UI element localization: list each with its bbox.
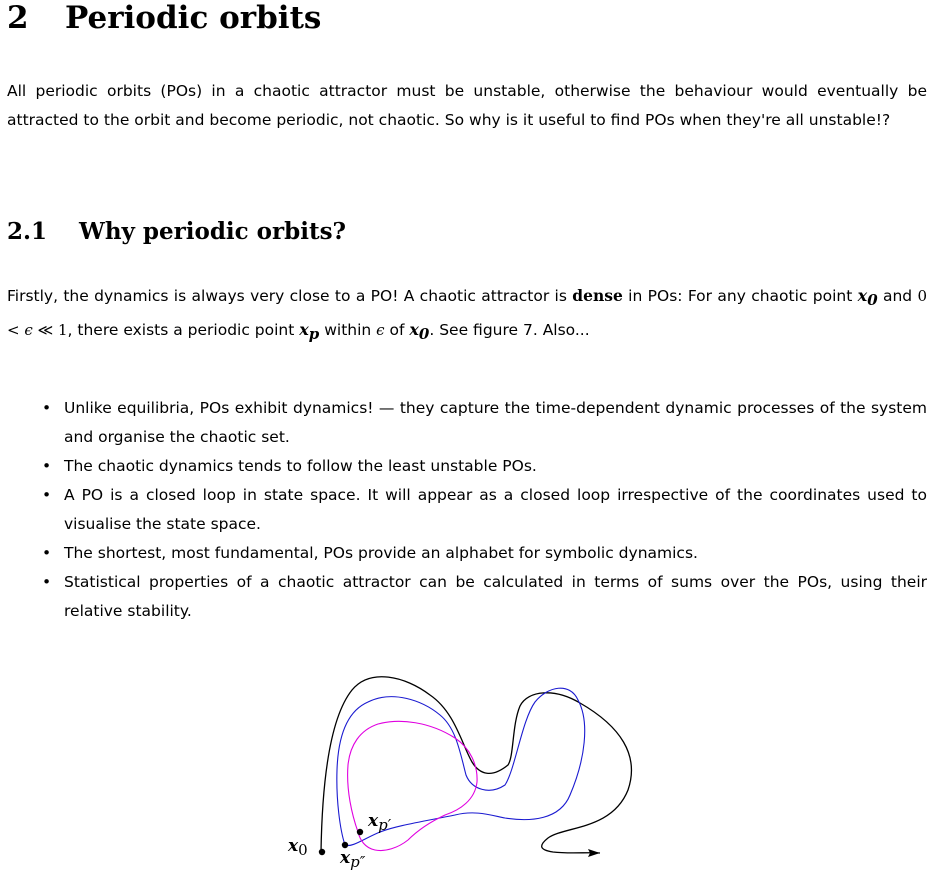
list-item: • The shortest, most fundamental, POs provide an alphabet for symbolic dynamics. <box>42 539 927 568</box>
dense-term: dense <box>572 286 623 305</box>
section-title: Periodic orbits <box>65 0 322 36</box>
math-epsilon: ϵ <box>376 321 385 340</box>
text: of <box>384 321 410 340</box>
math-x0: $x_0$ <box>857 286 878 310</box>
section-number: 2 <box>7 0 29 36</box>
label-x0: $x_0$ <box>288 836 308 860</box>
math-inequality: 0 < ϵ ≪ 1 <box>7 287 927 340</box>
text: Firstly, the dynamics is always very close to a PO! A chaotic attractor is <box>7 287 573 305</box>
subsection-title: Why periodic orbits? <box>79 218 346 245</box>
point-xp1 <box>357 829 363 835</box>
text: . See figure 7. Also... <box>429 321 590 340</box>
text: , there exists a periodic point <box>67 321 300 340</box>
list-item: • Statistical properties of a chaotic attractor can be calculated in terms of sums over the POs, using their relative stability. <box>42 568 927 626</box>
list-item: • A PO is a closed loop in state space. It will appear as a closed loop irrespective of the coordinates used to visualise the state space. <box>42 481 927 539</box>
text: within <box>319 321 377 340</box>
math-x0-2: $x_0$ <box>409 320 430 344</box>
point-x0 <box>319 849 325 855</box>
math-xp: $x_p$ <box>299 320 320 344</box>
intro-paragraph: All periodic orbits (POs) in a chaotic attractor must be unstable, otherwise the behaviour would eventually be attracted to the orbit and become periodic, not chaotic. So why is it useful to find POs when they're all unstable!? <box>7 82 927 129</box>
subsection-number: 2.1 <box>7 218 48 245</box>
list-item: • The chaotic dynamics tends to follow the least unstable POs. <box>42 452 927 481</box>
text: and <box>877 287 918 305</box>
label-xp2: $x_{p''}$ <box>340 848 366 871</box>
text: in POs: For any chaotic point <box>622 287 858 305</box>
label-xp1: $x_{p'}$ <box>368 811 392 835</box>
list-item: • Unlike equilibria, POs exhibit dynamics! — they capture the time-dependent dynamic processes of the system and organise the chaotic set. <box>42 394 927 452</box>
